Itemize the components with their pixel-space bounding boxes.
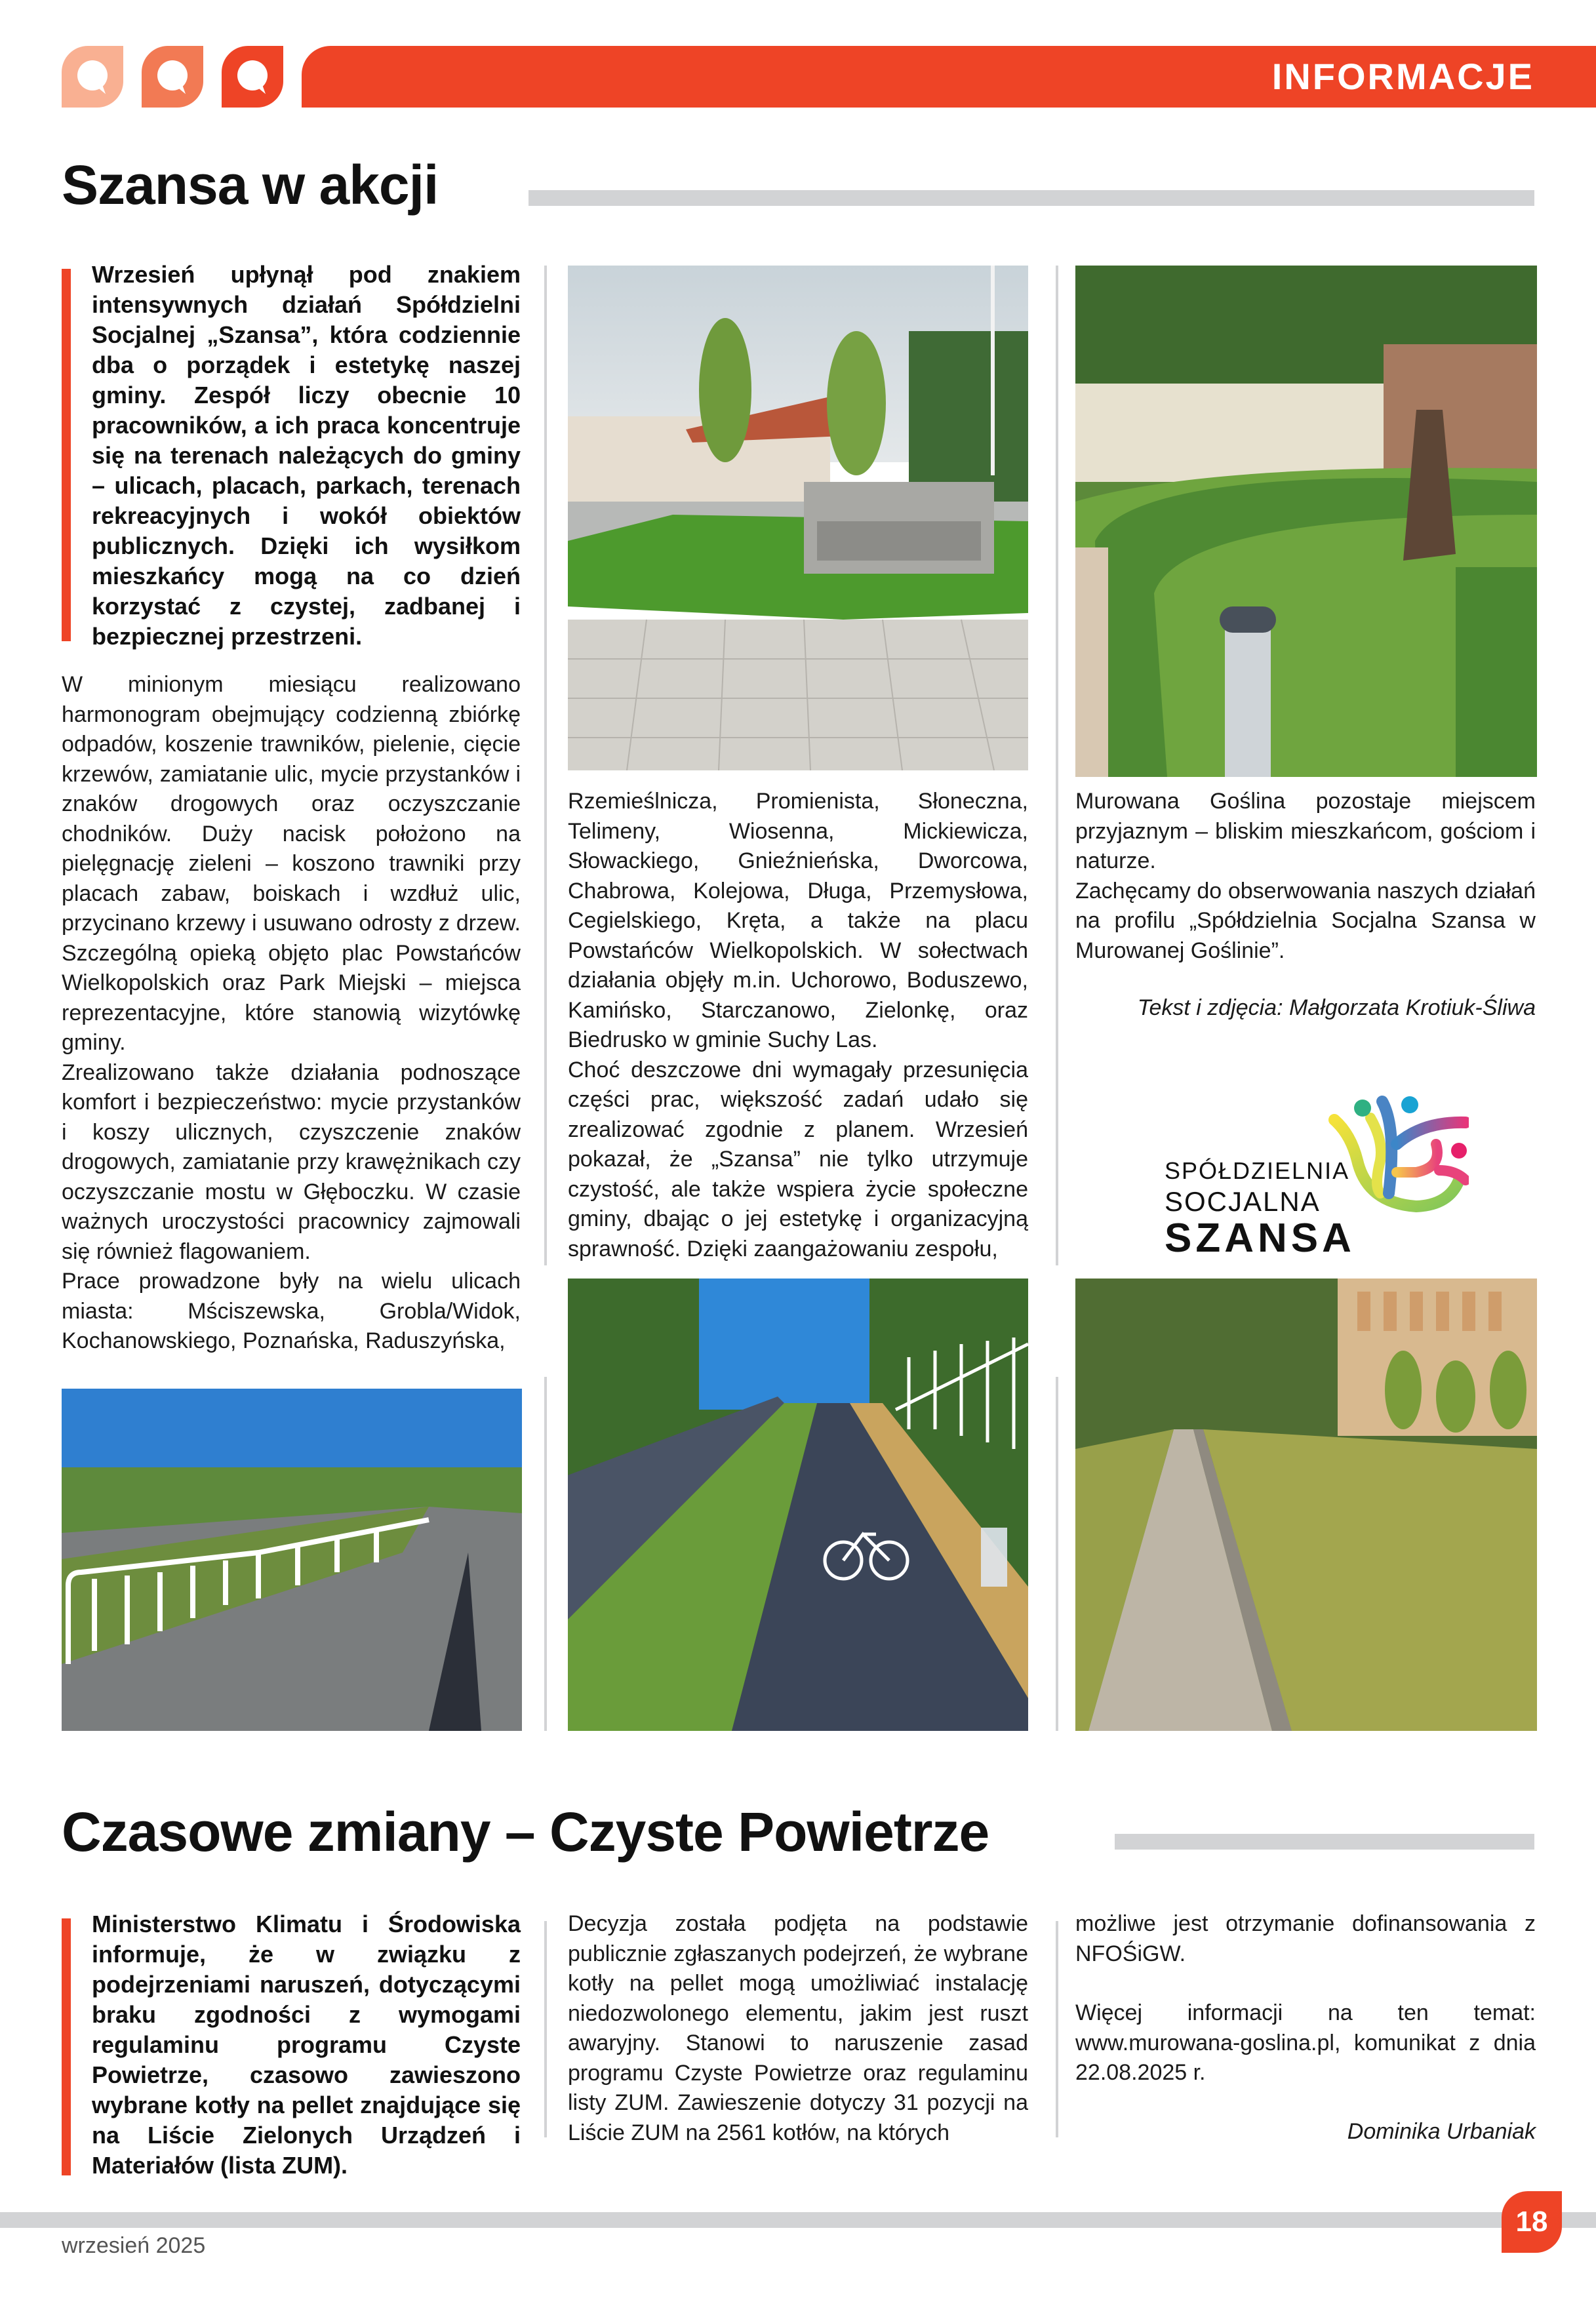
article-body-col1	[62, 670, 521, 1357]
paragraph: Zachęcamy do obserwowania naszych działań na profilu „Spółdzielnia Socjalna Szansa w Murowanej Goślinie”.	[1075, 878, 1536, 963]
logo-line1: SPÓŁDZIELNIA	[1165, 1157, 1350, 1184]
people-logo-icon	[1318, 1088, 1469, 1219]
issue-date: wrzesień 2025	[62, 2233, 206, 2258]
logo-line3: SZANSA	[1165, 1216, 1355, 1261]
column-divider	[1056, 1377, 1058, 1731]
article-title: Szansa w akcji	[62, 154, 439, 216]
szansa-logo	[1154, 1088, 1456, 1261]
section-label: INFORMACJE	[1271, 56, 1534, 97]
article-lead: Ministerstwo Klimatu i Środowiska informuje, że w związku z podejrzeniami naruszeń, dotyczącymi braku zgodności z wymogami regulaminu programu Czyste Powietrze, czasowo zawieszono wybrane kotły na pellet znajdujące się na Liście Zielonych Urządzeń i Materiałów (lista ZUM).	[92, 1911, 521, 2179]
article-lead: Wrzesień upłynął pod znakiem intensywnych działań Spółdzielni Socjalnej „Szansa”, która codziennie dba o porządek i estetykę naszej gminy. Zespół liczy obecnie 10 pracowników, a ich praca koncentruje się na terenach należących do gminy – ulicach, placach, parkach, terenach rekreacyjnych i wokół obiektów publicznych. Dzięki ich wysiłkom mieszkańcy mogą na co dzień korzystać z czystej, zadbanej i bezpiecznej przestrzeni.	[92, 261, 521, 650]
column-divider	[544, 1921, 547, 2137]
title-rule	[529, 190, 1534, 206]
paragraph: możliwe jest otrzymanie dofinansowania z NFOŚiGW.	[1075, 1911, 1536, 1966]
speech-bubble-icon	[142, 46, 203, 108]
title-rule	[1115, 1834, 1534, 1850]
paragraph: W minionym miesiącu realizowano harmonogram obejmujący codzienną zbiórkę odpadów, koszenie trawników, pielenie, cięcie krzewów, zamiatanie ulic, mycie przystanków i znaków drogowych oraz oczyszczanie chodników. Duży nacisk położono na pielęgnację zieleni – koszono trawniki przy placach zabaw, boiskach i wzdłuż ulic, przycinano krzewy i usuwano odrosty z drzew. Szczególną opieką objęto plac Powstańców Wielkopolskich oraz Park Miejski – miejsca reprezentacyjne, które stanowią wizytówkę gminy.	[62, 672, 521, 1055]
photo-fenced-path	[62, 1389, 522, 1731]
column-divider	[1056, 1921, 1058, 2137]
paragraph: Choć deszczowe dni wymagały przesunięcia części prac, większość zadań udało się zrealizować zgodnie z planem. Wrzesień pokazał, że „Szansa” nie tylko utrzymuje czystość, ale także wspiera życie społeczne gminy, dbając o jej estetykę i organizacyjną sprawność. Dzięki zaangażowaniu zespołu,	[568, 1057, 1028, 1261]
paragraph: Murowana Goślina pozostaje miejscem przyjaznym – bliskim mieszkańcom, gościom i naturze.	[1075, 789, 1536, 873]
article-body-col3	[1075, 787, 1536, 966]
column-divider	[544, 1377, 547, 1731]
paragraph: Rzemieślnicza, Promienista, Słoneczna, Telimeny, Wiosenna, Mickiewicza, Słowackiego, Gnieźnieńska, Dworcowa, Chabrowa, Kolejowa, Długa, Przemysłowa, Cegielskiego, Kręta, a także na placu Powstańców Wielkopolskich. W sołectwach działania objęły m.in. Uchorowo, Boduszewo, Kamińsko, Starczanowo, Zielonkę, oraz Biedrusko w gminie Suchy Las.	[568, 789, 1028, 1052]
speech-bubble-icon	[62, 46, 123, 108]
lead-accent-bar	[62, 269, 71, 641]
author-signature: Tekst i zdjęcia: Małgorzata Krotiuk-Śliwa	[1137, 995, 1536, 1020]
article-title: Czasowe zmiany – Czyste Powietrze	[62, 1801, 989, 1863]
column-divider	[1056, 266, 1058, 1265]
page-number: 18	[1502, 2191, 1562, 2253]
photo-bike-lane	[568, 1279, 1028, 1731]
photo-monument-square	[568, 266, 1028, 770]
article-body-col3	[1075, 1909, 1536, 2088]
article-body-col2	[568, 1909, 1028, 2148]
photo-sidewalk	[1075, 1279, 1537, 1731]
paragraph: Więcej informacji na ten temat: www.murowana-goslina.pl, komunikat z dnia 22.08.2025 r.	[1075, 2000, 1536, 2085]
logo-line2: SOCJALNA	[1165, 1186, 1321, 1217]
column-divider	[544, 266, 547, 1265]
article-body-col2	[568, 787, 1028, 1264]
lead-accent-bar	[62, 1918, 71, 2175]
paragraph: Decyzja została podjęta na podstawie publicznie zgłaszanych podejrzeń, że wybrane kotły na pellet mogą umożliwiać instalację niedozwolonego elementu, jakim jest ruszt awaryjny. Stanowi to naruszenie zasad programu Czyste Powietrze oraz regulaminu listy ZUM. Zawieszenie dotyczy 31 pozycji na Liście ZUM na 2561 kotłów, na których	[568, 1911, 1028, 2145]
photo-hedge-park	[1075, 266, 1537, 777]
paragraph: Prace prowadzone były na wielu ulicach miasta: Mściszewska, Grobla/Widok, Kochanowskiego, Poznańska, Raduszyńska,	[62, 1269, 521, 1353]
paragraph: Zrealizowano także działania podnoszące komfort i bezpieczeństwo: mycie przystanków i koszy ulicznych, czyszczenie znaków drogowych, zamiatanie przy krawężnikach czy oczyszczanie mostu w Głęboczku. W czasie ważnych uroczystości pracownicy zajmowali się również flagowaniem.	[62, 1060, 521, 1264]
footer-rule	[0, 2212, 1596, 2228]
author-signature: Dominika Urbaniak	[1347, 2119, 1536, 2144]
speech-bubble-icon	[222, 46, 283, 108]
